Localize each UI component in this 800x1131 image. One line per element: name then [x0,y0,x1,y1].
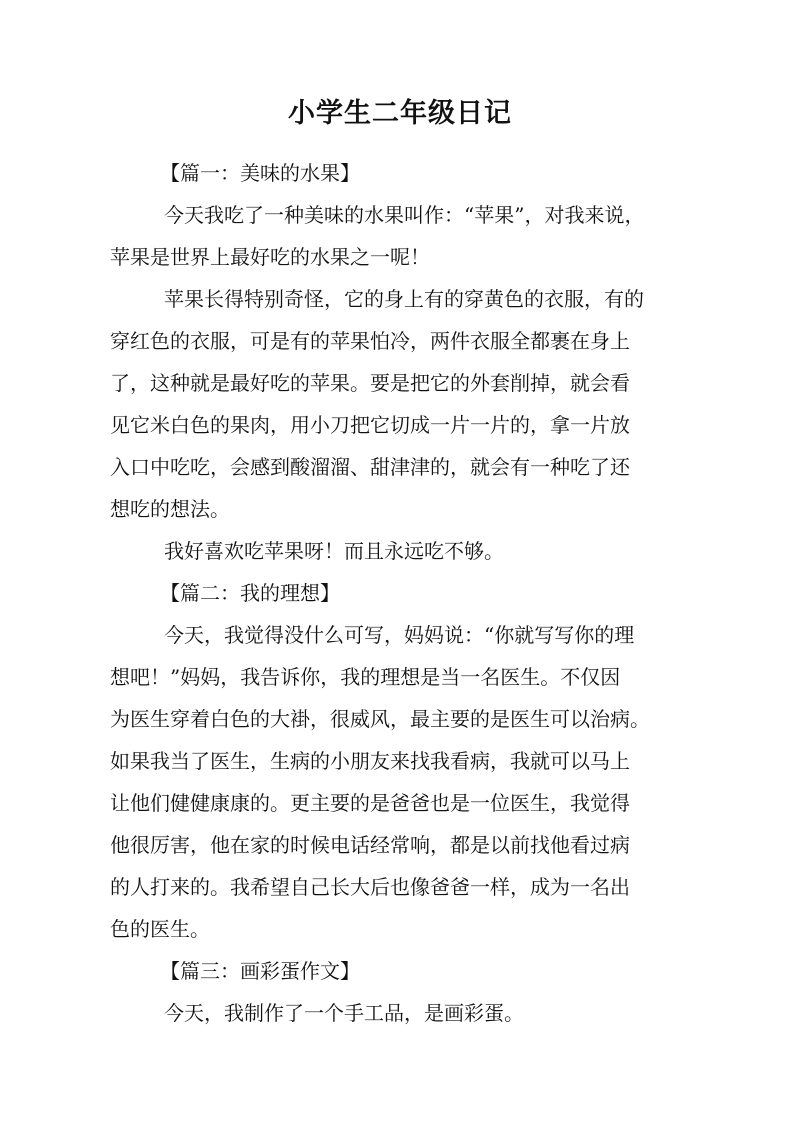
paragraph-line: 苹果是世界上最好吃的水果之一呢！ [110,245,430,269]
paragraph-line: 今天我吃了一种美味的水果叫作：“苹果”，对我来说， [164,203,645,227]
paragraph-line: 为医生穿着白色的大褂，很威风，最主要的是医生可以治病。 [110,707,650,731]
paragraph-line: 的人打来的。我希望自己长大后也像爸爸一样，成为一名出 [110,875,630,899]
paragraph-line: 苹果长得特别奇怪，它的身上有的穿黄色的衣服，有的 [164,287,644,311]
document-title: 小学生二年级日记 [288,98,512,129]
paragraph-line: 如果我当了医生，生病的小朋友来找我看病，我就可以马上 [110,749,630,773]
paragraph-line: 入口中吃吃，会感到酸溜溜、甜津津的，就会有一种吃了还 [110,455,630,479]
paragraph-line: 了，这种就是最好吃的苹果。要是把它的外套削掉，就会看 [110,371,630,395]
paragraph-line: 色的医生。 [110,917,210,941]
section-heading-2: 【篇二：我的理想】 [160,581,340,605]
paragraph-line: 让他们健健康康的。更主要的是爸爸也是一位医生，我觉得 [110,791,630,815]
document-body [110,152,682,1034]
paragraph-line: 我好喜欢吃苹果呀！而且永远吃不够。 [164,539,504,563]
paragraph-line: 穿红色的衣服，可是有的苹果怕冷，两件衣服全都裹在身上 [110,329,630,353]
paragraph-line: 他很厉害，他在家的时候电话经常响，都是以前找他看过病 [110,833,630,857]
paragraph-line: 今天，我制作了一个手工品，是画彩蛋。 [164,1001,524,1025]
section-heading-3: 【篇三：画彩蛋作文】 [160,959,360,983]
paragraph-line: 今天，我觉得没什么可写，妈妈说：“你就写写你的理 [164,623,635,647]
paragraph-line: 想吧！”妈妈，我告诉你，我的理想是当一名医生。不仅因 [110,665,621,689]
section-heading-1: 【篇一：美味的水果】 [160,161,360,185]
paragraph-line: 想吃的想法。 [110,497,230,521]
paragraph-line: 见它米白色的果肉，用小刀把它切成一片一片的，拿一片放 [110,413,630,437]
